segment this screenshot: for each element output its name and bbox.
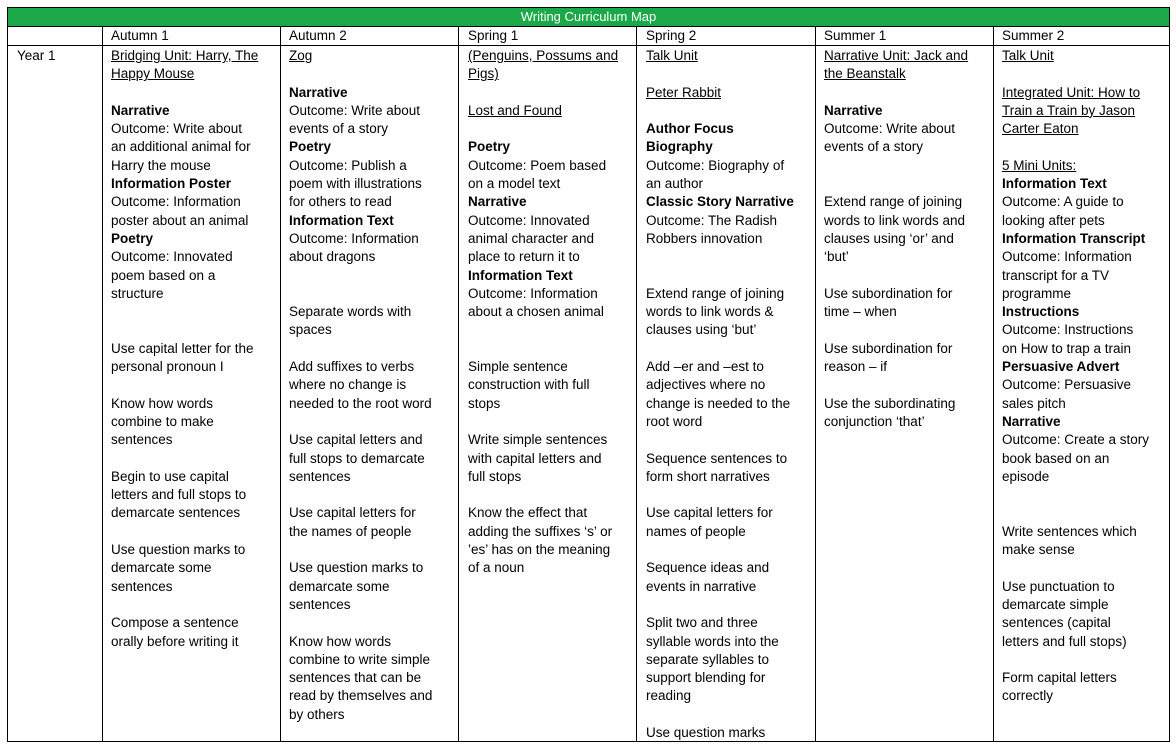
cell-line: sentences: [111, 432, 173, 448]
cell-line: Extend range of joining: [824, 194, 963, 210]
blank-line: [646, 596, 814, 614]
cell-line: Pigs): [468, 66, 499, 82]
cell-line: root word: [646, 413, 703, 429]
cell-line: Use capital letters for: [646, 505, 773, 521]
cell-line: full stops to demarcate: [289, 450, 425, 466]
cell-line: clauses using ‘or’ and: [824, 230, 954, 246]
blank-line: [646, 706, 814, 724]
cell-line: Outcome: Biography of: [646, 157, 785, 173]
blank-line: [824, 84, 992, 102]
cell-summer-2: [1002, 47, 1170, 706]
cell-line: about dragons: [289, 249, 376, 265]
cell-line: Add –er and –est to: [646, 359, 764, 375]
blank-line: [646, 340, 814, 358]
cell-line: Integrated Unit: How to: [1002, 84, 1141, 100]
cell-line: Author Focus: [646, 121, 734, 137]
blank-line: [468, 84, 636, 102]
cell-line: combine to make: [111, 413, 214, 429]
cell-line: adjectives where no: [646, 377, 766, 393]
cell-line: Separate words with: [289, 304, 412, 320]
cell-line: Extend range of joining: [646, 285, 785, 301]
cell-line: demarcate some: [111, 560, 212, 576]
cell-line: Poetry: [289, 139, 332, 155]
blank-line: [824, 175, 992, 193]
header-autumn-2: Autumn 2: [289, 28, 347, 43]
cell-line: Use capital letters and: [289, 432, 423, 448]
cell-line: Information Text: [1002, 176, 1107, 192]
cell-line: where no change is: [289, 377, 407, 393]
cell-line: Zog: [289, 48, 313, 63]
cell-line: Split two and three: [646, 615, 758, 631]
cell-line: Robbers innovation: [646, 230, 763, 246]
blank-line: [646, 541, 814, 559]
blank-line: [646, 486, 814, 504]
cell-line: events in narrative: [646, 578, 757, 594]
row-label-year-1: Year 1: [17, 48, 56, 63]
blank-line: [289, 614, 457, 632]
cell-line: Write simple sentences: [468, 432, 608, 448]
cell-line: Poetry: [468, 139, 511, 155]
cell-line: personal pronoun I: [111, 359, 224, 375]
cell-line: on How to trap a train: [1002, 340, 1132, 356]
blank-line: [468, 340, 636, 358]
cell-line: stops: [468, 395, 501, 411]
cell-line: sentences: [289, 596, 351, 612]
cell-line: Know the effect that: [468, 505, 588, 521]
cell-line: sentences: [289, 468, 351, 484]
cell-line: with capital letters and: [468, 450, 602, 466]
cell-line: Outcome: Information: [289, 230, 419, 246]
blank-line: [646, 65, 814, 83]
cell-line: needed to the root word: [289, 395, 432, 411]
cell-line: combine to write simple: [289, 651, 431, 667]
blank-line: [824, 321, 992, 339]
cell-line: Sequence sentences to: [646, 450, 788, 466]
cell-line: an author: [646, 176, 704, 192]
cell-line: Use subordination for: [824, 285, 953, 301]
cell-line: Outcome: Persuasive: [1002, 377, 1132, 393]
cell-line: Use the subordinating: [824, 395, 956, 411]
cell-line: the names of people: [289, 523, 412, 539]
cell-line: form short narratives: [646, 468, 770, 484]
header-spring-1: Spring 1: [468, 28, 519, 43]
cell-line: Outcome: Innovated: [468, 212, 590, 228]
cell-line: events of a story: [289, 121, 389, 137]
cell-line: Narrative: [1002, 413, 1061, 429]
table-title: Writing Curriculum Map: [8, 8, 1169, 27]
cell-line: Outcome: Write about: [111, 121, 243, 137]
cell-line: read by themselves and: [289, 688, 433, 704]
column-divider: [636, 26, 637, 741]
cell-line: Write sentences which: [1002, 523, 1137, 539]
cell-line: Use question marks to: [289, 560, 424, 576]
cell-line: poem based on a: [111, 267, 216, 283]
cell-line: reading: [646, 688, 692, 704]
cell-line: Outcome: Information: [468, 285, 598, 301]
blank-line: [468, 120, 636, 138]
cell-line: conjunction ‘that’: [824, 413, 925, 429]
cell-line: demarcate simple: [1002, 596, 1109, 612]
cell-line: looking after pets: [1002, 212, 1105, 228]
cell-line: structure: [111, 285, 164, 301]
cell-line: Outcome: Create a story: [1002, 432, 1150, 448]
header-divider: [8, 45, 1169, 46]
cell-line: sentences (capital: [1002, 615, 1111, 631]
cell-line: Use subordination for: [824, 340, 953, 356]
cell-spring-1: [468, 47, 636, 578]
cell-line: (Penguins, Possums and: [468, 48, 619, 63]
column-divider: [815, 26, 816, 741]
cell-line: book based on an: [1002, 450, 1110, 466]
cell-line: make sense: [1002, 542, 1075, 558]
header-summer-1: Summer 1: [824, 28, 887, 43]
cell-line: animal character and: [468, 230, 595, 246]
cell-line: Outcome: Information: [1002, 249, 1132, 265]
cell-line: Peter Rabbit: [646, 84, 722, 100]
cell-line: full stops: [468, 468, 522, 484]
cell-line: programme: [1002, 285, 1072, 301]
curriculum-table: [7, 7, 1170, 742]
cell-line: Information Text: [289, 212, 394, 228]
blank-line: [289, 486, 457, 504]
blank-line: [289, 285, 457, 303]
blank-line: [111, 376, 279, 394]
cell-line: Outcome: Instructions: [1002, 322, 1134, 338]
cell-line: poster about an animal: [111, 212, 249, 228]
cell-line: words to link words &: [646, 304, 774, 320]
cell-line: syllable words into the: [646, 633, 779, 649]
blank-line: [824, 376, 992, 394]
blank-line: [111, 596, 279, 614]
cell-line: about a chosen animal: [468, 304, 604, 320]
blank-line: [646, 431, 814, 449]
cell-line: demarcate sentences: [111, 505, 241, 521]
blank-line: [468, 413, 636, 431]
cell-line: adding the suffixes ‘s’ or: [468, 523, 613, 539]
cell-line: letters and full stops): [1002, 633, 1127, 649]
cell-line: Classic Story Narrative: [646, 194, 794, 210]
cell-line: Use punctuation to: [1002, 578, 1115, 594]
blank-line: [1002, 504, 1170, 522]
cell-line: Talk Unit: [646, 48, 698, 63]
cell-line: reason – if: [824, 359, 888, 375]
blank-line: [1002, 651, 1170, 669]
cell-line: Outcome: A guide to: [1002, 194, 1124, 210]
blank-line: [111, 450, 279, 468]
cell-line: Outcome: Poem based: [468, 157, 607, 173]
blank-line: [289, 65, 457, 83]
blank-line: [646, 102, 814, 120]
cell-line: Biography: [646, 139, 713, 155]
blank-line: [1002, 486, 1170, 504]
column-divider: [102, 26, 103, 741]
blank-line: [1002, 559, 1170, 577]
cell-line: 5 Mini Units:: [1002, 157, 1077, 173]
cell-line: Harry the mouse: [111, 157, 211, 173]
cell-line: episode: [1002, 468, 1050, 484]
cell-line: place to return it to: [468, 249, 580, 265]
cell-spring-2: [646, 47, 814, 742]
cell-line: Use question marks to: [111, 542, 246, 558]
cell-line: Outcome: Innovated: [111, 249, 233, 265]
cell-line: Information Poster: [111, 176, 232, 192]
cell-line: names of people: [646, 523, 746, 539]
cell-line: Simple sentence: [468, 359, 568, 375]
cell-line: Use capital letters for: [289, 505, 416, 521]
cell-line: sentences: [111, 578, 173, 594]
cell-line: for others to read: [289, 194, 392, 210]
cell-line: Instructions: [1002, 304, 1080, 320]
cell-line: Narrative: [468, 194, 527, 210]
cell-line: Narrative: [111, 102, 170, 118]
cell-line: of a noun: [468, 560, 525, 576]
cell-line: Compose a sentence: [111, 615, 239, 631]
cell-line: Happy Mouse: [111, 66, 195, 82]
cell-line: by others: [289, 706, 345, 722]
blank-line: [468, 486, 636, 504]
cell-line: Outcome: Publish a: [289, 157, 407, 173]
cell-line: orally before writing it: [111, 633, 239, 649]
cell-line: Outcome: Information: [111, 194, 241, 210]
cell-line: events of a story: [824, 139, 924, 155]
header-summer-2: Summer 2: [1002, 28, 1065, 43]
cell-line: construction with full: [468, 377, 590, 393]
cell-line: separate syllables to: [646, 651, 770, 667]
blank-line: [111, 84, 279, 102]
blank-line: [289, 340, 457, 358]
cell-line: Poetry: [111, 230, 154, 246]
blank-line: [646, 248, 814, 266]
cell-line: Form capital letters: [1002, 670, 1117, 686]
cell-line: sentences that can be: [289, 670, 422, 686]
cell-line: time – when: [824, 304, 897, 320]
blank-line: [289, 267, 457, 285]
cell-line: Outcome: Write about: [289, 102, 421, 118]
cell-line: Train a Train by Jason: [1002, 102, 1136, 118]
cell-line: correctly: [1002, 688, 1054, 704]
cell-line: change is needed to the: [646, 395, 791, 411]
cell-line: on a model text: [468, 176, 561, 192]
blank-line: [289, 541, 457, 559]
cell-line: Narrative Unit: Jack and: [824, 48, 969, 63]
cell-line: transcript for a TV: [1002, 267, 1110, 283]
cell-autumn-2: [289, 47, 457, 724]
cell-line: Lost and Found: [468, 102, 562, 118]
cell-line: Information Text: [468, 267, 573, 283]
column-divider: [458, 26, 459, 741]
cell-line: spaces: [289, 322, 332, 338]
cell-line: the Beanstalk: [824, 66, 906, 82]
blank-line: [824, 267, 992, 285]
cell-line: letters and full stops to: [111, 487, 247, 503]
cell-line: Bridging Unit: Harry, The: [111, 48, 259, 63]
header-autumn-1: Autumn 1: [111, 28, 169, 43]
cell-line: Use capital letter for the: [111, 340, 254, 356]
header-spring-2: Spring 2: [646, 28, 697, 43]
blank-line: [1002, 65, 1170, 83]
blank-line: [824, 157, 992, 175]
cell-line: words to link words and: [824, 212, 966, 228]
cell-line: Add suffixes to verbs: [289, 359, 415, 375]
cell-line: Carter Eaton: [1002, 121, 1079, 137]
cell-line: ’es’ has on the meaning: [468, 542, 611, 558]
cell-line: sales pitch: [1002, 395, 1066, 411]
column-divider: [993, 26, 994, 741]
cell-line: Persuasive Advert: [1002, 359, 1120, 375]
blank-line: [468, 321, 636, 339]
cell-autumn-1: [111, 47, 279, 651]
cell-line: Use question marks: [646, 724, 766, 740]
cell-line: demarcate some: [289, 578, 390, 594]
cell-line: Sequence ideas and: [646, 560, 770, 576]
column-divider: [280, 26, 281, 741]
cell-line: Begin to use capital: [111, 468, 229, 484]
blank-line: [111, 303, 279, 321]
cell-line: Outcome: Write about: [824, 121, 956, 137]
cell-line: poem with illustrations: [289, 176, 422, 192]
blank-line: [111, 321, 279, 339]
blank-line: [646, 267, 814, 285]
cell-line: Know how words: [289, 633, 392, 649]
cell-line: Outcome: The Radish: [646, 212, 778, 228]
cell-summer-1: [824, 47, 992, 431]
cell-line: clauses using ‘but’: [646, 322, 757, 338]
cell-line: an additional animal for: [111, 139, 251, 155]
cell-line: Talk Unit: [1002, 48, 1054, 63]
cell-line: Information Transcript: [1002, 230, 1146, 246]
cell-line: Know how words: [111, 395, 214, 411]
blank-line: [289, 413, 457, 431]
blank-line: [111, 523, 279, 541]
cell-line: support blending for: [646, 670, 766, 686]
cell-line: Narrative: [824, 102, 883, 118]
blank-line: [1002, 138, 1170, 156]
cell-line: ‘but’: [824, 249, 849, 265]
cell-line: Narrative: [289, 84, 348, 100]
